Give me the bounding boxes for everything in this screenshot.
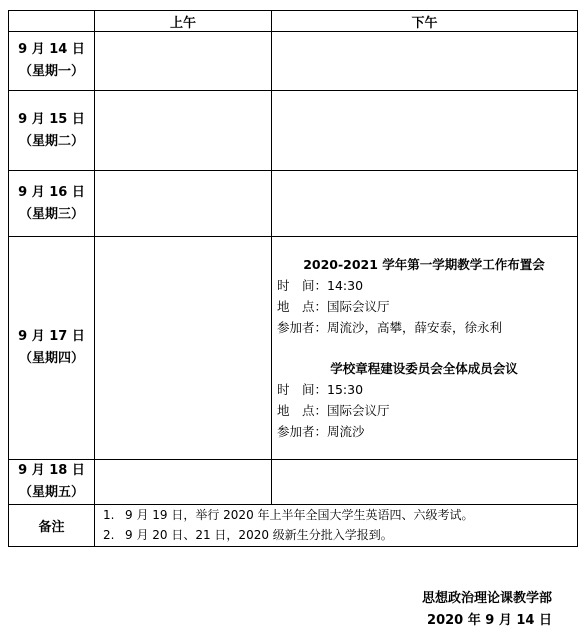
day-date: 9 月 15 日 <box>18 111 85 127</box>
meeting-place-line <box>277 296 577 317</box>
footer-department: 思想政治理论课教学部 <box>421 591 552 606</box>
day-row-mon <box>9 32 578 91</box>
day-row-fri <box>9 460 578 505</box>
afternoon-cell <box>272 32 578 91</box>
day-label <box>9 237 95 460</box>
meeting-spacer <box>272 338 577 358</box>
afternoon-cell <box>272 237 578 460</box>
meeting-people-line <box>277 317 577 338</box>
day-date: 9 月 18 日 <box>18 463 85 478</box>
meeting-people-label: 参加者： <box>277 320 328 335</box>
meeting-people: 周流沙 <box>327 424 365 439</box>
afternoon-header: 下午 <box>272 11 578 32</box>
note-item <box>95 525 577 545</box>
meeting-time: 14:30 <box>327 278 364 293</box>
meeting-time-label: 时 间： <box>277 382 328 397</box>
meeting-title: 2020-2021 学年第一学期教学工作布置会 <box>303 257 545 272</box>
day-row-wed <box>9 171 578 237</box>
afternoon-cell <box>272 91 578 171</box>
meeting-people-label: 参加者： <box>277 424 328 439</box>
note-number: 1. <box>103 508 115 522</box>
meeting-place-line <box>277 400 577 421</box>
notes-content <box>95 505 578 547</box>
day-date: 9 月 17 日 <box>18 329 85 344</box>
meeting-people-line <box>277 421 577 442</box>
day-weekday: （星期二） <box>18 133 84 149</box>
meeting-time-line <box>277 379 577 400</box>
meeting-place-label: 地 点： <box>277 299 328 314</box>
day-weekday: （星期五） <box>18 485 84 500</box>
meeting-title: 学校章程建设委员会全体成员会议 <box>330 361 518 376</box>
day-row-tue <box>9 91 578 171</box>
weekly-schedule-table <box>8 10 578 547</box>
meeting-people: 周流沙，高攀，薛安泰，徐永利 <box>327 320 503 335</box>
morning-cell <box>95 91 272 171</box>
day-weekday: （星期四） <box>18 351 84 366</box>
footer-date: 2020 年 9 月 14 日 <box>427 613 552 628</box>
afternoon-cell <box>272 460 578 505</box>
day-label <box>9 171 95 237</box>
notes-row <box>9 505 578 547</box>
meeting-time: 15:30 <box>327 382 364 397</box>
day-weekday: （星期一） <box>18 64 84 79</box>
note-number: 2. <box>103 528 115 542</box>
day-label <box>9 460 95 505</box>
meeting-block <box>272 358 577 442</box>
afternoon-cell <box>272 171 578 237</box>
meeting-time-label: 时 间： <box>277 278 328 293</box>
morning-cell <box>95 460 272 505</box>
day-date: 9 月 16 日 <box>18 184 85 200</box>
morning-cell <box>95 32 272 91</box>
meeting-block <box>272 254 577 338</box>
day-row-thu <box>9 237 578 460</box>
corner-cell <box>9 11 95 32</box>
meeting-time-line <box>277 275 577 296</box>
morning-cell <box>95 171 272 237</box>
morning-cell <box>95 237 272 460</box>
notes-label: 备注 <box>9 505 95 547</box>
day-label <box>9 91 95 171</box>
morning-header: 上午 <box>95 11 272 32</box>
day-weekday: （星期三） <box>18 206 84 222</box>
header-row <box>9 11 578 32</box>
note-item <box>95 505 577 525</box>
note-text: 9 月 20 日、21 日，2020 级新生分批入学报到。 <box>125 528 393 542</box>
note-text: 9 月 19 日，举行 2020 年上半年全国大学生英语四、六级考试。 <box>125 508 474 522</box>
meeting-place-label: 地 点： <box>277 403 328 418</box>
day-date: 9 月 14 日 <box>18 42 85 57</box>
meeting-place: 国际会议厅 <box>327 299 390 314</box>
day-label <box>9 32 95 91</box>
meeting-place: 国际会议厅 <box>327 403 390 418</box>
